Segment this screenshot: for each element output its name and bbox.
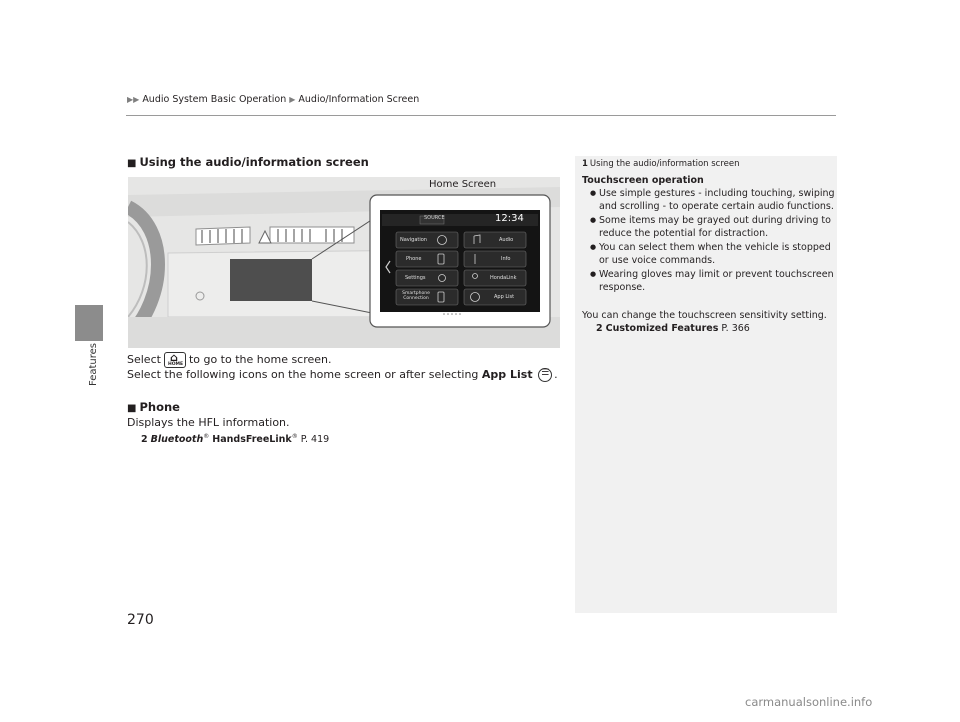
side-panel-cross-reference[interactable]: 2 Customized Features P. 366 bbox=[596, 323, 750, 334]
note-marker-icon: 1 bbox=[582, 159, 588, 169]
breadcrumb-item[interactable]: Audio/Information Screen bbox=[298, 94, 420, 105]
dashboard-illustration bbox=[128, 177, 560, 348]
list-item: ● Use simple gestures - including touching, swiping and scrolling - to operate certain audio functions. bbox=[590, 187, 835, 213]
app-list-icon bbox=[538, 368, 552, 382]
screen-button-smartphone: Smartphone Connection bbox=[402, 291, 430, 301]
breadcrumb bbox=[127, 94, 419, 105]
section-label: Features bbox=[88, 343, 99, 386]
square-bullet-icon: ■ bbox=[127, 403, 137, 414]
breadcrumb-item[interactable]: Audio System Basic Operation bbox=[142, 94, 287, 105]
watermark: carmanualsonline.info bbox=[745, 695, 873, 709]
list-item: ● Some items may be grayed out during driving to reduce the potential for distraction. bbox=[590, 214, 835, 240]
page-number: 270 bbox=[127, 612, 154, 628]
page-reference-icon: 2 bbox=[596, 323, 603, 334]
phone-description: Displays the HFL information. bbox=[127, 416, 290, 429]
screen-button-audio: Audio bbox=[499, 237, 514, 243]
side-panel-note: You can change the touchscreen sensitivity setting. bbox=[582, 310, 827, 321]
list-item: ● Wearing gloves may limit or prevent touchscreen response. bbox=[590, 268, 835, 294]
screen-button-settings: Settings bbox=[405, 275, 426, 281]
phone-cross-reference[interactable]: 2 Bluetooth® HandsFreeLink® P. 419 bbox=[141, 433, 330, 446]
screen-clock: 12:34 bbox=[495, 213, 524, 224]
section-title: ■ Using the audio/information screen bbox=[127, 155, 369, 169]
header-divider bbox=[126, 115, 836, 116]
screen-button-phone: Phone bbox=[406, 256, 422, 262]
square-bullet-icon: ■ bbox=[127, 158, 137, 169]
list-item: ● You can select them when the vehicle is stopped or use voice commands. bbox=[590, 241, 835, 267]
screen-button-hondalink: HondaLink bbox=[490, 275, 517, 281]
screen-button-app-list: App List bbox=[494, 294, 515, 300]
screen-button-navigation: Navigation bbox=[400, 237, 427, 243]
breadcrumb-arrow-icon: ▶▶ bbox=[127, 95, 140, 104]
side-panel-heading: Touchscreen operation bbox=[582, 175, 704, 186]
home-instruction: Select⌂ HOME to go to the home screen. bbox=[127, 352, 332, 368]
section-tab bbox=[75, 305, 103, 341]
home-button-icon bbox=[164, 352, 186, 368]
dashboard-drawing bbox=[128, 177, 560, 348]
figure-caption: Home Screen bbox=[429, 179, 497, 190]
icons-instruction: Select the following icons on the home screen or after selecting App List ☰ . bbox=[127, 368, 558, 382]
screen-source-label: SOURCE bbox=[424, 215, 445, 221]
phone-title: ■ Phone bbox=[127, 400, 180, 414]
breadcrumb-arrow-icon: ▶ bbox=[289, 95, 296, 104]
screen-button-info: Info bbox=[501, 256, 511, 262]
page-reference-icon: 2 bbox=[141, 434, 148, 446]
side-panel-title: 1 Using the audio/information screen bbox=[582, 159, 740, 169]
side-panel-bullets bbox=[590, 187, 835, 295]
